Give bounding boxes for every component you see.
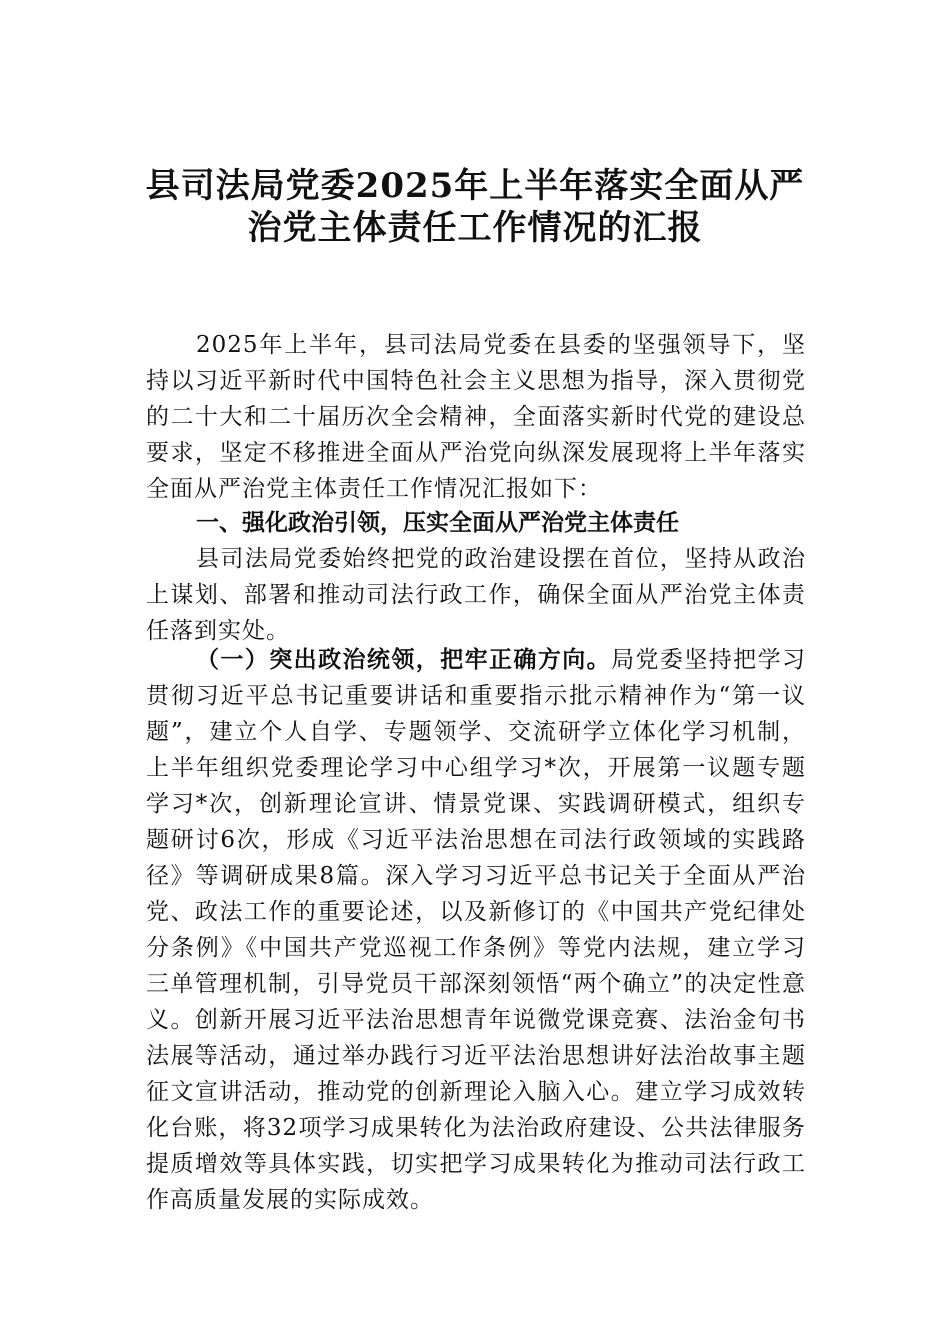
- document-title-line-1: 县司法局党委2025年上半年落实全面从严: [145, 166, 805, 206]
- document-title-line-2: 治党主体责任工作情况的汇报: [247, 208, 703, 248]
- subsection-1-body: 局党委坚持把学习贯彻习近平总书记重要讲话和重要指示批示精神作为“第一议题”，建立个人自学、专题领学、交流研学立体化学习机制，上半年组织党委理论学习中心组学习*次，开展第一议题专题学习*次，创新理论宣讲、情景党课、实践调研模式，组织专题研讨6次，形成《习近平法治思想在司法行政领域的实践路径》等调研成果8篇。深入学习习近平总书记关于全面从严治党、政法工作的重要论述，以及新修订的《中国共产党纪律处分条例》《中国共产党巡视工作条例》等党内法规，建立学习三单管理机制，引导党员干部深刻领悟“两个确立”的决定性意义。创新开展习近平法治思想青年说微党课竞赛、法治金句书法展等活动，通过举办践行习近平法治思想讲好法治故事主题征文宣讲活动，推动党的创新理论入脑入心。建立学习成效转化台账，将32项学习成果转化为法治政府建设、公共法律服务提质增效等具体实践，切实把学习成果转化为推动司法行政工作高质量发展的实际成效。: [146, 647, 807, 1213]
- intro-paragraph: 2025年上半年，县司法局党委在县委的坚强领导下，坚持以习近平新时代中国特色社会主义思想为指导，深入贯彻党的二十大和二十届历次全会精神，全面落实新时代党的建设总要求，坚定不移推进全面从严治党向纵深发展现将上半年落实全面从严治党主体责任工作情况汇报如下：: [146, 332, 806, 502]
- subsection-1-lead: （一）突出政治统领，把牢正确方向。: [196, 646, 612, 673]
- section-1-paragraph: 县司法局党委始终把党的政治建设摆在首位，坚持从政治上谋划、部署和推动司法行政工作，确保全面从严治党主体责任落到实处。: [146, 546, 806, 644]
- subsection-1-paragraph: [146, 642, 806, 1218]
- section-1-heading: 一、强化政治引领，压实全面从严治党主体责任: [196, 510, 679, 536]
